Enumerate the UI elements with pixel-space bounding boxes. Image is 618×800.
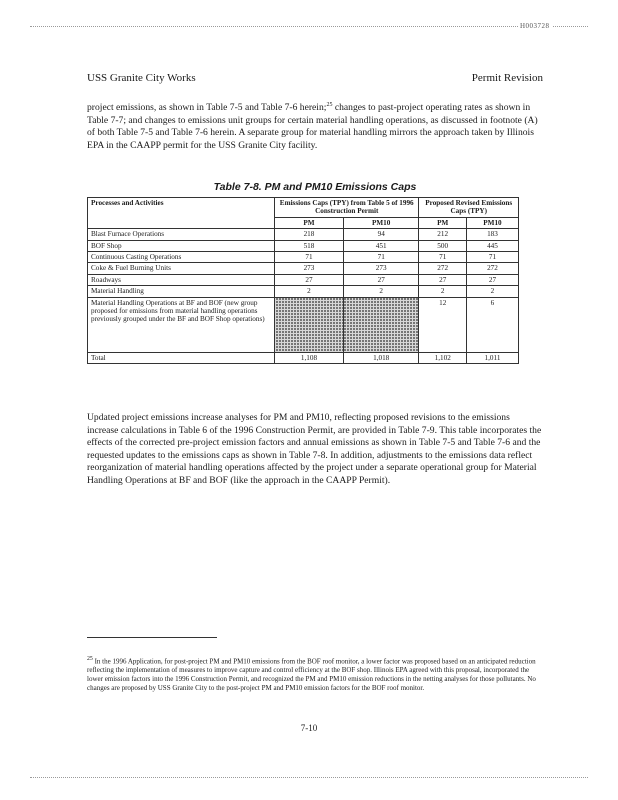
cell-value: 71 bbox=[419, 252, 467, 263]
cell-value: 27 bbox=[466, 274, 518, 285]
row-source: Material Handling Operations at BF and BOF (new group proposed for emissions from material handling operations previously grouped under the BF and BOF Shop operations) bbox=[88, 297, 275, 352]
running-header bbox=[87, 72, 543, 84]
header-1996-caps: Emissions Caps (TPY) from Table 5 of 1996 Construction Permit bbox=[275, 198, 419, 218]
header-proposed-caps: Proposed Revised Emissions Caps (TPY) bbox=[419, 198, 519, 218]
cell-value: 1,011 bbox=[466, 352, 518, 363]
cell-value: 6 bbox=[466, 297, 518, 352]
table-row bbox=[88, 252, 519, 263]
cell-value: 500 bbox=[419, 240, 467, 251]
header-permit-revision: Permit Revision bbox=[471, 72, 543, 84]
cell-value: 183 bbox=[466, 229, 518, 240]
intro-text: project emissions, as shown in Table 7-5 and Table 7-6 herein; bbox=[87, 102, 327, 114]
cell-value: 2 bbox=[466, 286, 518, 297]
cell-value: 71 bbox=[343, 252, 419, 263]
row-source: Material Handling bbox=[88, 286, 275, 297]
subheader-pm10: PM10 bbox=[343, 217, 419, 228]
cell-value: 71 bbox=[275, 252, 344, 263]
cell-value: 94 bbox=[343, 229, 419, 240]
cell-value: 218 bbox=[275, 229, 344, 240]
footnote-ref: 25 bbox=[326, 102, 333, 108]
cell-value: 71 bbox=[466, 252, 518, 263]
cell-value: 27 bbox=[275, 274, 344, 285]
body-paragraph: Updated project emissions increase analyses for PM and PM10, reflecting proposed revisions to the emissions increase calculations in Table 6 of the 1996 Construction Permit, are provided in Table 7-9. This table incorporates the effects of the corrected pre-project emission factors and annual emissions as shown in Table 7-5 and Table 7-6 and the requested updates to the emissions caps as shown in Table 7-8. In addition, adjustments to the emissions data reflect reorganization of material handling operations affected by the project under a separate operational group for Material Handling Operations at BF and BOF (like the approach in the CAAPP Permit). bbox=[87, 412, 542, 486]
row-source: Continuous Casting Operations bbox=[88, 252, 275, 263]
table-row bbox=[88, 286, 519, 297]
table-row bbox=[88, 229, 519, 240]
bottom-scan-border bbox=[30, 777, 588, 778]
page-number: 7-10 bbox=[300, 723, 318, 733]
subheader-pm: PM bbox=[419, 217, 467, 228]
cell-value: 2 bbox=[419, 286, 467, 297]
cell-value: 2 bbox=[343, 286, 419, 297]
cell-value: 1,018 bbox=[343, 352, 419, 363]
cell-value: 27 bbox=[419, 274, 467, 285]
cell-value: 1,108 bbox=[275, 352, 344, 363]
emissions-caps-table bbox=[87, 197, 519, 364]
table-row-total bbox=[88, 352, 519, 363]
cell-value: 451 bbox=[343, 240, 419, 251]
footnote bbox=[87, 655, 543, 693]
cell-value: 272 bbox=[419, 263, 467, 274]
table-caption: Table 7-8. PM and PM10 Emissions Caps bbox=[213, 181, 417, 193]
row-source: BOF Shop bbox=[88, 240, 275, 251]
table-row bbox=[88, 297, 519, 352]
top-scan-border bbox=[30, 26, 588, 27]
footnote-separator bbox=[87, 637, 217, 638]
cell-value: 12 bbox=[419, 297, 467, 352]
footnote-text: In the 1996 Application, for post-project PM and PM10 emissions from the BOF roof monitor, a lower factor was proposed based on an anticipated reduction reflecting the implementation of measures to improve capture and control efficiency at the BOF shop. Illinois EPA agreed with this proposal, incorporated the lower emission factors into the 1996 Construction Permit, and recognized the PM and PM10 emission reductions in the netting analyses for those pollutants. No changes are proposed by USS Granite City to the post-project PM and PM10 emission factors for the BOF roof monitor. bbox=[87, 657, 536, 692]
cell-value: 2 bbox=[275, 286, 344, 297]
intro-paragraph bbox=[87, 99, 543, 153]
header-facility: USS Granite City Works bbox=[87, 72, 196, 84]
cell-value: 445 bbox=[466, 240, 518, 251]
cell-value: 27 bbox=[343, 274, 419, 285]
cell-value: 1,102 bbox=[419, 352, 467, 363]
subheader-pm10: PM10 bbox=[466, 217, 518, 228]
document-id: H003728 bbox=[520, 22, 550, 30]
intro-text-cont: changes to past-project operating rates as shown in Table 7-7; and changes to emissions unit groups for certain material handling operations, as discussed in footnote (A) of both Table 7-5 and Table 7-6 herein. A separate group for material handling mirrors the approach taken by Illinois EPA in the CAAPP permit for the USS Granite City facility. bbox=[87, 102, 538, 151]
table-row bbox=[88, 240, 519, 251]
header-processes: Processes and Activities bbox=[88, 198, 275, 229]
row-source: Coke & Fuel Burning Units bbox=[88, 263, 275, 274]
shaded-cell bbox=[343, 297, 419, 352]
shaded-cell bbox=[275, 297, 344, 352]
table-row bbox=[88, 263, 519, 274]
row-source: Total bbox=[88, 352, 275, 363]
cell-value: 273 bbox=[275, 263, 344, 274]
table-row bbox=[88, 274, 519, 285]
cell-value: 518 bbox=[275, 240, 344, 251]
cell-value: 272 bbox=[466, 263, 518, 274]
cell-value: 212 bbox=[419, 229, 467, 240]
footnote-number: 25 bbox=[87, 656, 93, 662]
row-source: Blast Furnace Operations bbox=[88, 229, 275, 240]
subheader-pm: PM bbox=[275, 217, 344, 228]
row-source: Roadways bbox=[88, 274, 275, 285]
cell-value: 273 bbox=[343, 263, 419, 274]
